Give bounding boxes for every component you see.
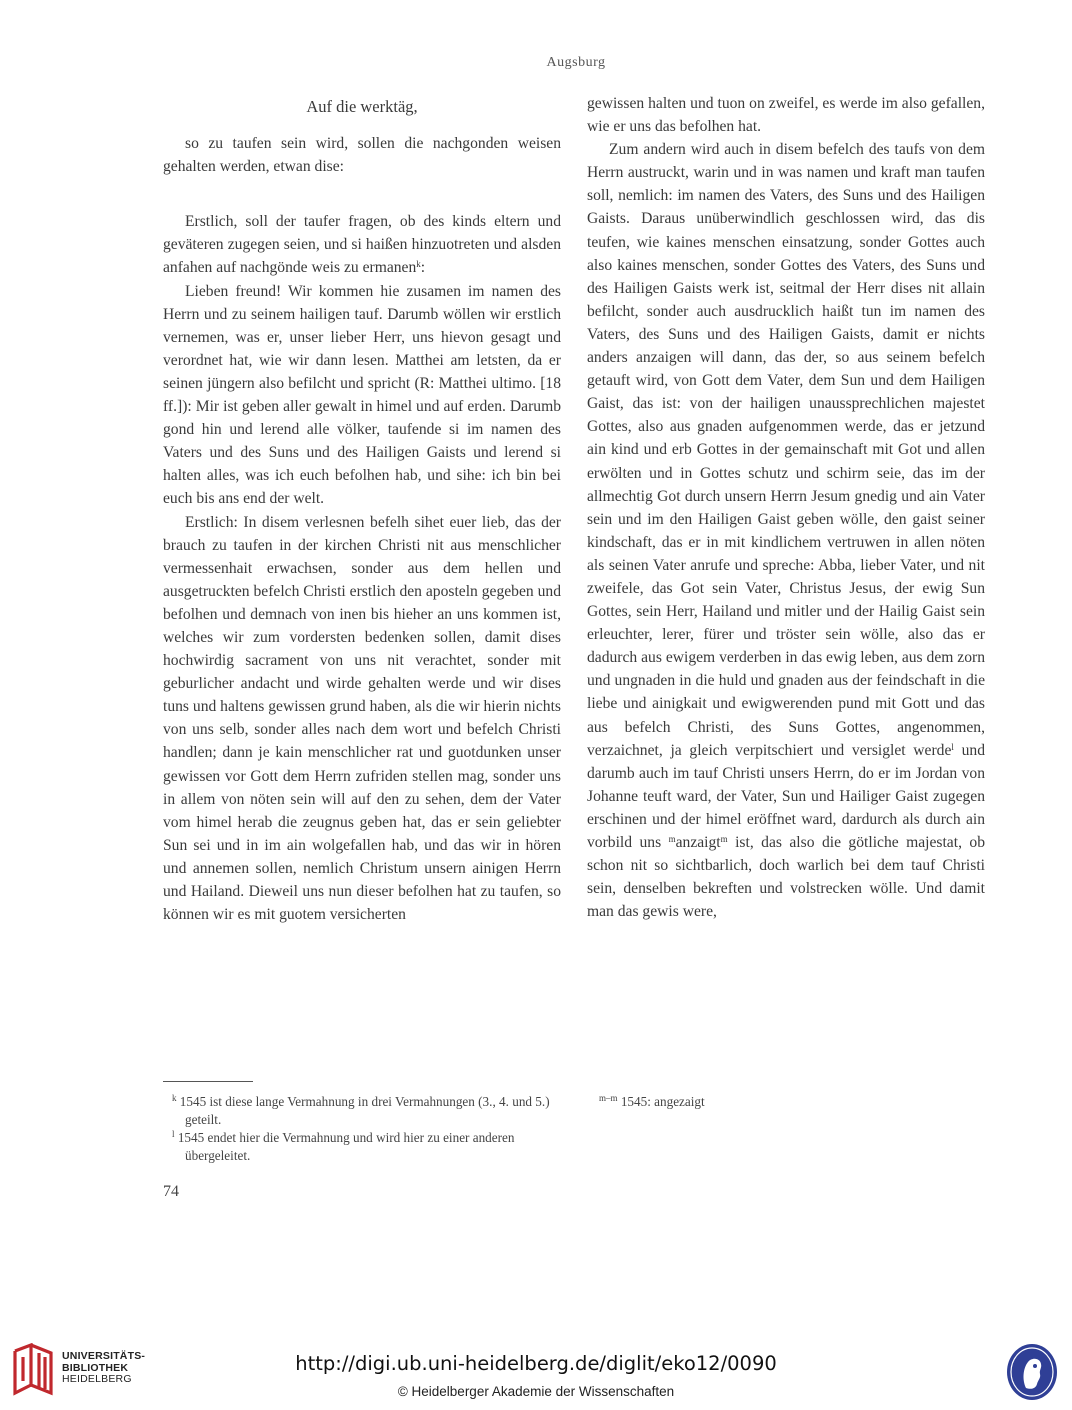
footnote-mark: l <box>951 741 954 752</box>
paragraph: Erstlich, soll der taufer fragen, ob des kinds eltern und geväteren zugegen seien, und si haißen hinzuotreten und alsden anfahen auf nachgönde weis zu ermanen$^k$: <box>163 213 561 277</box>
academy-seal-icon <box>1004 1342 1060 1402</box>
footnote-mark: m <box>668 834 676 844</box>
footnote-mark: m <box>720 834 728 844</box>
footnote: $^k$ 1545 ist diese lange Vermahnung in drei Vermahnungen (3., 4. und 5.) geteilt. <box>172 1093 550 1127</box>
footnote: $^l$ 1545 endet hier die Vermahnung und wird hier zu einer anderen übergeleitet. <box>172 1129 515 1163</box>
running-head: Augsburg <box>546 55 606 70</box>
footnote-rule <box>163 1081 253 1082</box>
intro-paragraph: so zu taufen sein wird, sollen die nachgonden weisen gehalten werden, etwan dise: <box>163 135 561 176</box>
paragraph: Lieben freund! Wir kommen hie zusamen im namen des Herrn und zu seinem hailigen tauf. Darumb wöllen wir erstlich vernemen, was er, unser lieber Herr, uns hievon gesagt und verordnet hat, wie wir dann lesen. Matthei am letsten, da er seinen jüngern also befilcht und spricht (R: Matthei ultimo. [18 ff.]): Mir ist geben aller gewalt in himel und auf erden. Darumb gond hin und lerend alle völker, taufende si im namen des Vaters und des Suns und des Hailigen Gaists und lerend si halten alles, was ich euch befolhen hab, und sihe: ich bin bei euch bis ans end der welt. <box>163 282 561 508</box>
paragraph: Erstlich: In disem verlesnen befelh sihet euer lieb, das der brauch zu taufen in der kirchen Christi nit aus menschlicher vermessenhait erwachsen, sonder aus dem hellen und ausgetruckten befelch Christi erstlich den aposteln gegeben und befolhen und demnach von inen bis hieher an uns kommen ist, welches wir zum vordersten bedenken sollen, damit dises hochwirdig sacrament von uns nit verachtet, sonder mit geburlicher andacht und wirde gehalten werde und wir dises tuns und haltens gewissen grund haben, als die wir hierin nichts von uns selb, sonder alles nach dem wort und befelch Christi handlen; dann je kain menschlicher rat und guotdunken unser gewissen vor Gott dem Herrn zufriden stellen mag, sonder uns in allem von nöten sein will auf den zu sehen, dem der Vater vom himel herab die zeugnus geben hat, das er sein geliebter Sun sei und in im ain wolgefallen hab, und das wir in hören und annemen sollen, nemlich Christum unsern ainigen Herrn und Hailand. Dieweil uns nun dieser befolhen hat zu taufen, so können wir es mit guotem versicherten <box>163 513 561 924</box>
library-name: UNIVERSITÄTS- BIBLIOTHEK HEIDELBERG <box>62 1350 146 1385</box>
permalink-url[interactable]: http://digi.ub.uni-heidelberg.de/diglit/eko12/0090 <box>295 1352 777 1375</box>
copyright-notice: © Heidelberger Akademie der Wissenschaften <box>397 1384 675 1399</box>
left-column <box>163 92 561 926</box>
viewer-footer <box>0 1328 1072 1410</box>
page-number: 74 <box>163 1183 179 1200</box>
paragraph: Zum andern wird auch in disem befelch des taufs von dem Herrn austruckt, warin und in was namen und kraft man taufen soll, nemlich: im namen des Vaters, des Suns und des Hailigen Gaists. Daraus unüberwindlich geschlossen wird, das dis teufen, wie kaines menschen einsatzung, sonder Gottes auch also kaines menschen, sonder Gottes des Vaters, des Suns und des Hailigen Gaists werk ist, seitmal der Herr dises nit allain befilcht, sonder auch ausdrucklich haißt tun im namen des Vaters, des Suns und des Hailigen Gaists, damit er nichts anders anzaigen will dann, das der, so aus seinem befelch getauft wird, von Gott dem Vater, dem Sun und dem Hailigen Gaist, das ist: von der hailigen unaussprechlichen majestet Gottes, also aus gnaden aufgenommen werde, das er jetzund ain kind und erb Gottes in der gemainschaft mit Got und allen erwölten und in Gottes schutz und schirm seie, das im der allmechtig Got durch unsern Herrn Jesum gnedig und ain Vater sein und im den Hailigen Gaist geben wölle, den gaist seiner kindschaft, das er in mit kindlichem vertruwen in allen nöten als seinen Vater anrufe und spreche: Abba, lieber Vater, und nit zweifele, das Got sein Vater, Christus Jesus, der ewig Sun Gottes, sein Herr, Hailand und mitler und der Hailig Gaist sein erleuchter, lerer, fürer und tröster sein wölle, also das er dadurch aus ewigem verderben in das ewig leben, aus dem zorn und ungnaden in die huld und gnaden aus der feindschaft in die liebe und ainigkait und ewigwerenden pund mit Gott und das aus befelch Christi, des Suns Gottes, angenommen, verzaichnet, ja gleich verpitschiert und versiglet werde$^l$ und darumb auch im tauf Christi unsers Herrn, do er im Jordan von Johanne teuft ward, der Vater, Sun und Hailiger Gaist zugegen erschinen und der himel eröffnet ward, dardurch als durch ain vorbild uns $^m$anzaigt$^m$ ist, das also die götliche majestat, ob schon nit so sichtbarlich, doch warlich bei dem tauf Christi sein, denselben bekreften und volstrecken wölle. Und damit man das gewis were, <box>587 141 985 921</box>
section-heading: Auf die werktäg, <box>306 97 418 116</box>
footnotes-right <box>590 1093 988 1112</box>
right-column <box>587 92 985 923</box>
footnote: $^{m-m}$ 1545: angezaigt <box>599 1093 705 1109</box>
paragraph: gewissen halten und tuon on zweifel, es werde im also gefallen, wie er uns das befolhen hat. <box>587 95 985 136</box>
footnote-mark: k <box>416 259 421 270</box>
footnotes-left <box>163 1093 563 1165</box>
